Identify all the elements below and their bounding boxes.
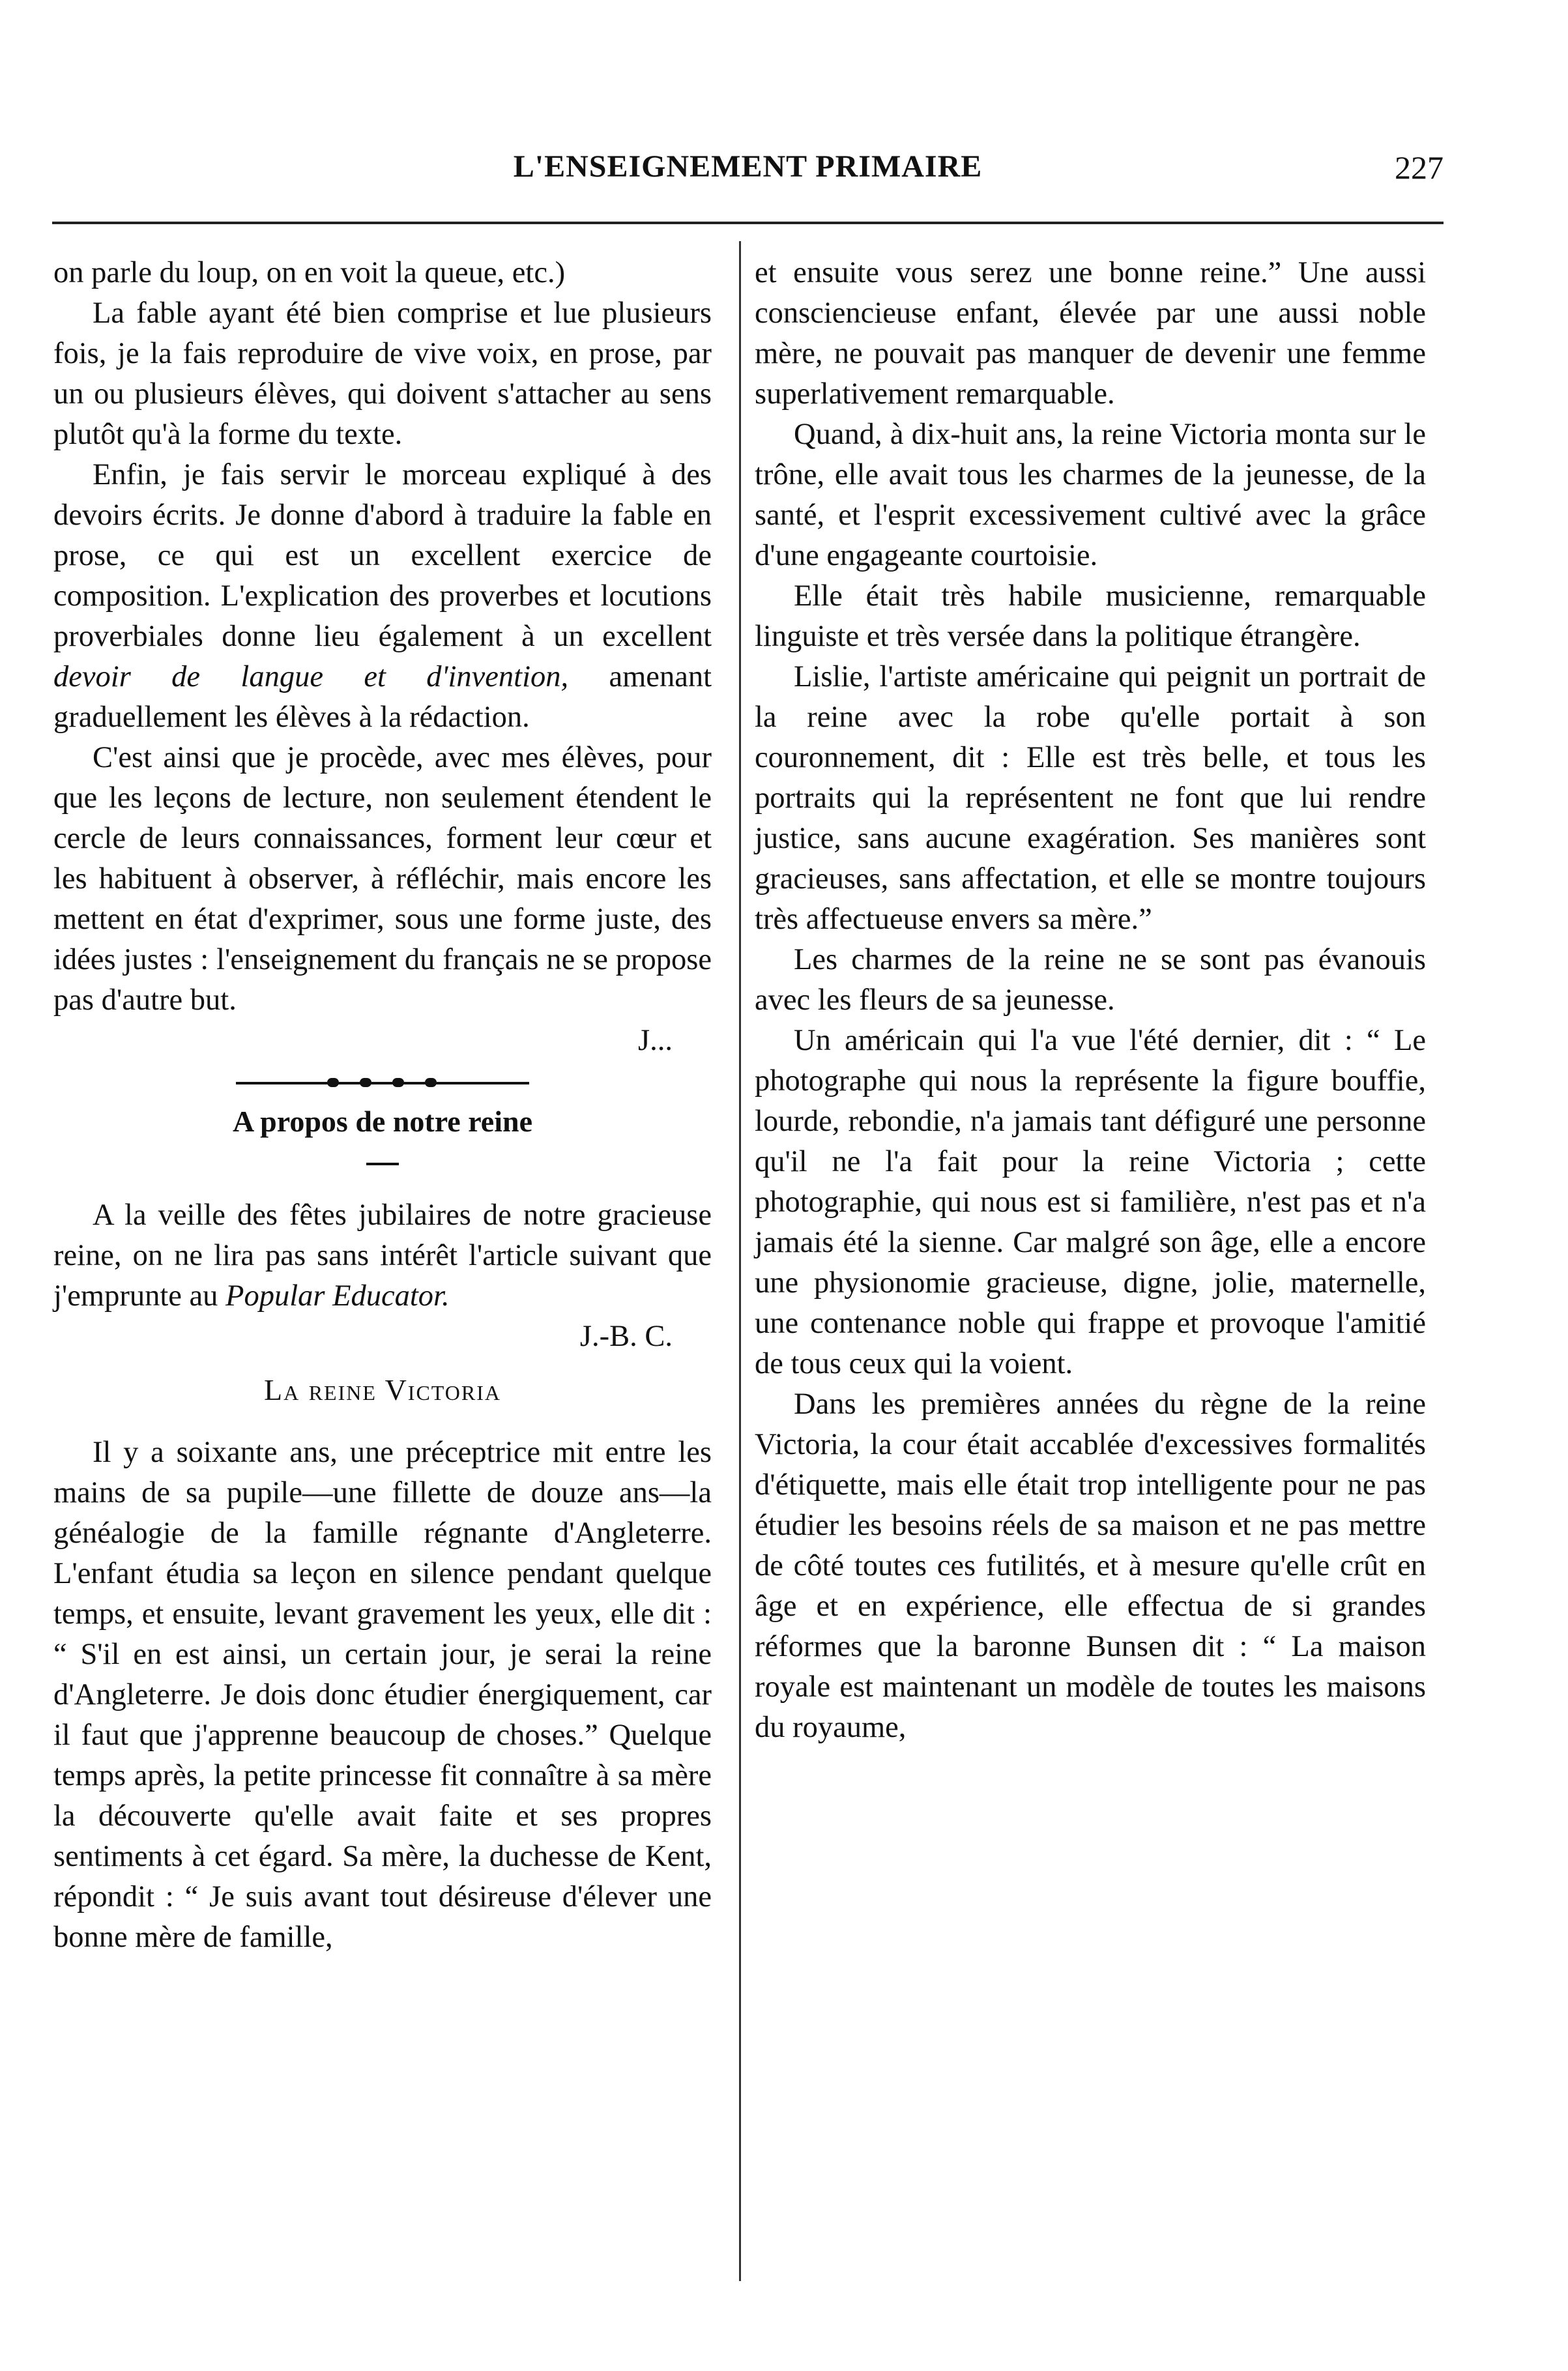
section-title: A propos de notre reine [232, 1105, 533, 1138]
ornament-dot [327, 1078, 339, 1087]
paragraph: et ensuite vous serez une bonne reine.” Une aussi consciencieuse enfant, élevée par une aussi noble mère, ne pouvait pas manquer de devenir une femme superlativement remarquable. [755, 256, 1426, 411]
paragraph: Lislie, l'artiste américaine qui peignit un portrait de la reine avec la robe qu'elle portait à son couronnement, dit : Elle est très belle, et tous les portraits qui la représentent ne font que lui rendre justice, sans aucune exagération. Ses manières sont gracieuses, sans affectation, et elle se montre toujours très affectueuse envers sa mère.” [755, 660, 1426, 936]
italic-text: Popular Educator. [225, 1279, 450, 1313]
page-number: 227 [1395, 149, 1444, 186]
running-title: L'ENSEIGNEMENT PRIMAIRE [513, 149, 983, 184]
signature: J.-B. C. [579, 1320, 673, 1353]
spacer [53, 1357, 712, 1370]
article-title: La reine Victoria [264, 1373, 501, 1406]
italic-text: devoir de langue et d'invention, [53, 660, 569, 693]
text-run: A la veille des fêtes jubilaires de notre gracieuse reine, on ne lira pas sans intérêt l'article suivant que j'emprunte au [53, 1199, 712, 1313]
signature: J... [638, 1024, 673, 1057]
paragraph: C'est ainsi que je procède, avec mes élèves, pour que les leçons de lecture, non seulement étendent le cercle de leurs connaissances, forment leur cœur et les habituent à observer, à réfléchir, mais encore les mettent en état d'exprimer, sous une forme juste, des idées justes : l'enseignement du français ne se propose pas d'autre but. [53, 741, 712, 1017]
spacer [53, 1410, 712, 1433]
column-divider [739, 241, 741, 2281]
ornament-line [236, 1082, 529, 1084]
ornament-dot [425, 1078, 437, 1087]
dash-mark [366, 1163, 399, 1165]
spacer [53, 1182, 712, 1195]
left-column [53, 253, 712, 1958]
paragraph [53, 1195, 712, 1316]
text-run: amenant graduellement les élèves à la rédaction. [53, 660, 712, 734]
paragraph: La fable ayant été bien comprise et lue plusieurs fois, je la fais reproduire de vive voix, en prose, par un ou plusieurs élèves, qui doivent s'attacher au sens plutôt qu'à la forme du texte. [53, 297, 712, 451]
paragraph: Elle était très habile musicienne, remarquable linguiste et très versée dans la politique étrangère. [755, 579, 1426, 653]
paragraph: Il y a soixante ans, une préceptrice mit entre les mains de sa pupile—une fillette de douze ans—la généalogie de la famille régnante d'Angleterre. L'enfant étudia sa leçon en silence pendant quelque temps, et ensuite, levant gravement les yeux, elle dit : “ S'il en est ainsi, un certain jour, je serai la reine d'Angleterre. Je dois donc étudier énergiquement, car il faut que j'apprenne beaucoup de choses.” Quelque temps après, la petite princesse fit connaître à sa mère la découverte qu'elle avait faite et ses propres sentiments à cet égard. Sa mère, la duchesse de Kent, répondit : “ Je suis avant tout désireuse d'élever une bonne mère de famille, [53, 1436, 712, 1954]
paragraph: Les charmes de la reine ne se sont pas évanouis avec les fleurs de sa jeunesse. [755, 943, 1426, 1017]
ornament-dot [360, 1078, 371, 1087]
paragraph: Un américain qui l'a vue l'été dernier, dit : “ Le photographe qui nous la représente la figure bouffie, lourde, rebondie, n'a jamais tant défiguré une personne qu'il ne l'a fait pour la reine Victoria ; cette photographie, qui nous est si familière, n'est pas et n'a jamais été la sienne. Car malgré son âge, elle a encore une physionomie gracieuse, digne, jolie, maternelle, une contenance noble qui frappe et provoque l'amitié de tous ceux qui la voient. [755, 1024, 1426, 1380]
paragraph: on parle du loup, on en voit la queue, etc.) [53, 256, 566, 289]
header-rule [52, 222, 1444, 224]
short-dash [53, 1142, 712, 1182]
text-run: Enfin, je fais servir le morceau expliqué à des devoirs écrits. Je donne d'abord à traduire la fable en prose, ce qui est un excellent exercice de composition. L'explication des proverbes et locutions proverbiales donne lieu également à un excellent [53, 458, 712, 653]
ornament-divider [53, 1073, 712, 1092]
paragraph: Quand, à dix-huit ans, la reine Victoria monta sur le trône, elle avait tous les charmes de la jeunesse, de la santé, et l'esprit excessivement cultivé avec la grâce d'une engageante courtoisie. [755, 418, 1426, 572]
ornament-dot [392, 1078, 404, 1087]
running-head [52, 149, 1444, 207]
paragraph: Dans les premières années du règne de la reine Victoria, la cour était accablée d'excessives formalités d'étiquette, mais elle était trop intelligente pour ne pas étudier les besoins réels de sa maison et ne pas mettre de côté toutes ces futilités, et à mesure qu'elle crût en âge et en expérience, elle effectua de si grandes réformes que la baronne Bunsen dit : “ La maison royale est maintenant un modèle de toutes les maisons du royaume, [755, 1388, 1426, 1744]
paragraph [53, 455, 712, 738]
right-column [755, 253, 1426, 1748]
